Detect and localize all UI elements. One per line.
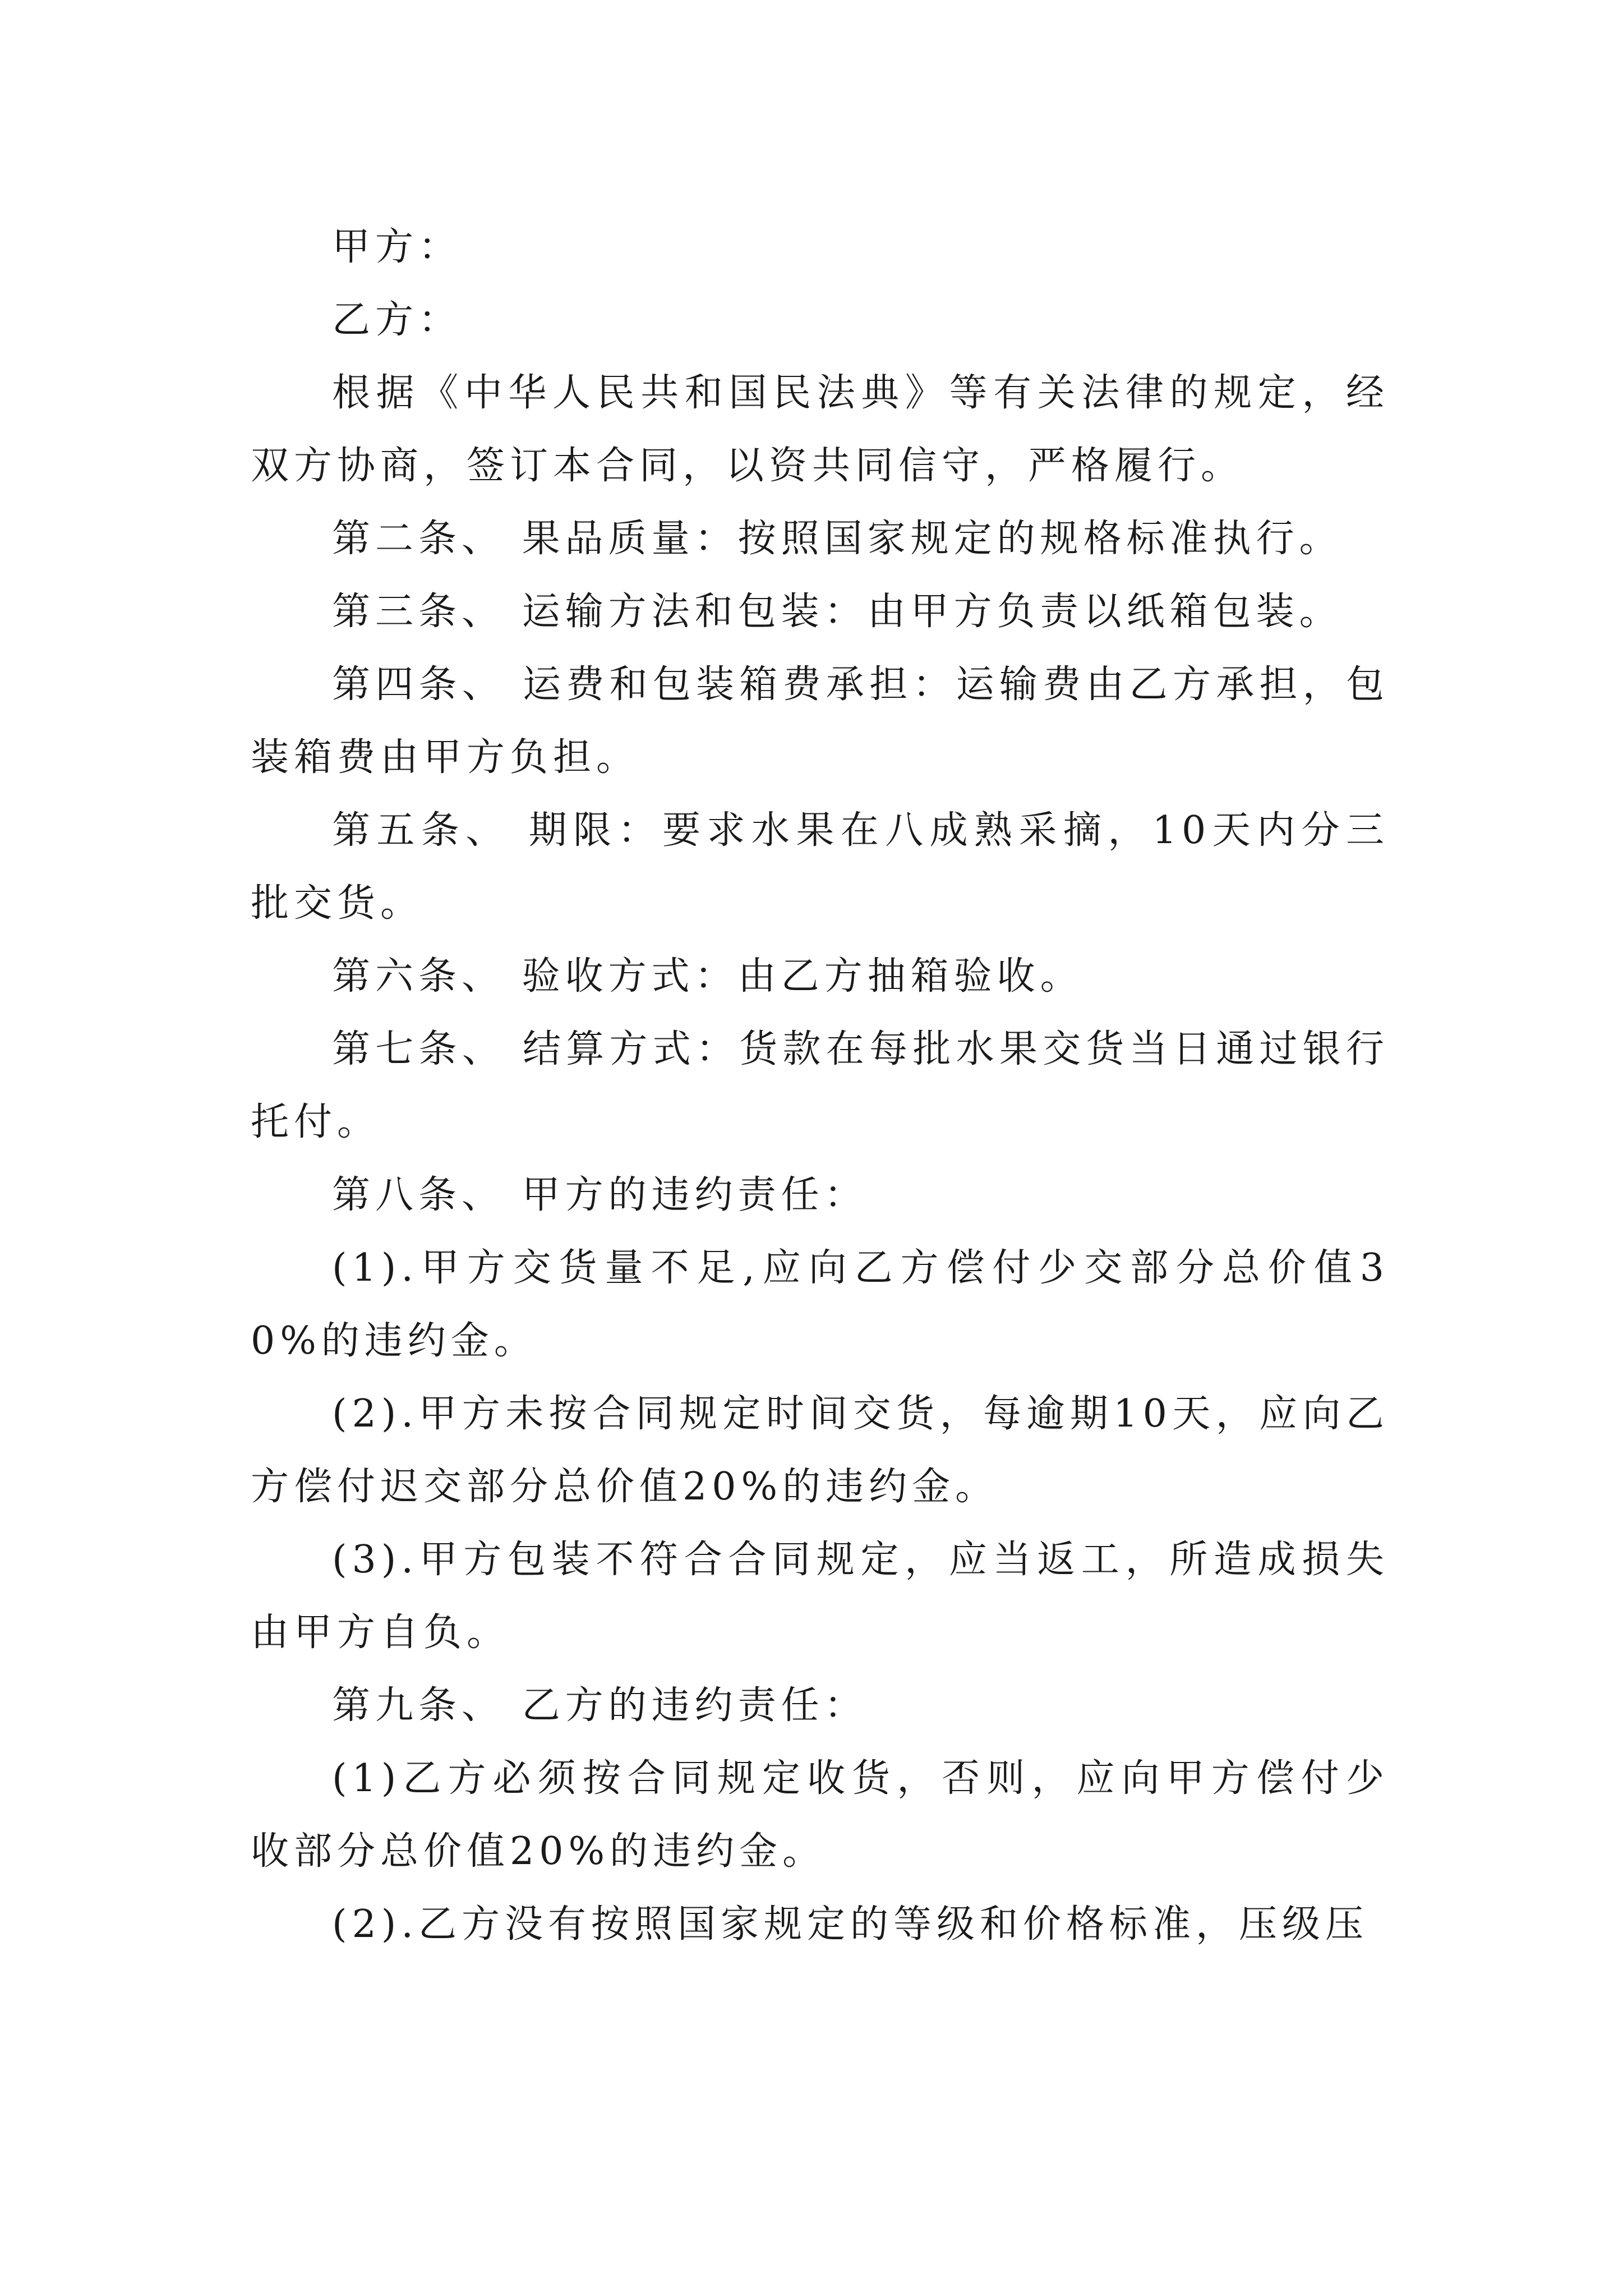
- article-7-settlement: 第七条、 结算方式：货款在每批水果交货当日通过银行托付。: [251, 1027, 1389, 1144]
- article-8-clause-3: (3).甲方包装不符合合同规定，应当返工，所造成损失由甲方自负。: [251, 1538, 1389, 1655]
- article-9-clause-1: (1)乙方必须按合同规定收货，否则，应向甲方偿付少收部分总价值20%的违约金。: [251, 1756, 1389, 1874]
- article-2-quality: 第二条、 果品质量：按照国家规定的规格标准执行。: [332, 517, 1343, 561]
- article-4-costs: 第四条、 运费和包装箱费承担：运输费由乙方承担，包装箱费由甲方负担。: [251, 662, 1389, 780]
- article-5-deadline: 第五条、 期限：要求水果在八成熟采摘，10天内分三批交货。: [251, 808, 1389, 926]
- document-body: [251, 211, 1389, 1961]
- article-8-clause-2: (2).甲方未按合同规定时间交货，每逾期10天，应向乙方偿付迟交部分总价值20%的违约金。: [251, 1392, 1389, 1509]
- article-6-inspection: 第六条、 验收方式：由乙方抽箱验收。: [332, 954, 1083, 999]
- article-8-clause-1: (1).甲方交货量不足,应向乙方偿付少交部分总价值30%的违约金。: [251, 1246, 1389, 1363]
- article-9-party-b-liability: 第九条、 乙方的违约责任：: [332, 1683, 868, 1728]
- article-3-packaging: 第三条、 运输方法和包装：由甲方负责以纸箱包装。: [332, 590, 1343, 634]
- party-a-line: 甲方：: [332, 225, 462, 269]
- article-8-party-a-liability: 第八条、 甲方的违约责任：: [332, 1173, 868, 1217]
- party-b-line: 乙方：: [332, 298, 462, 342]
- preamble-paragraph: 根据《中华人民共和国民法典》等有关法律的规定，经双方协商，签订本合同，以资共同信守，严格履行。: [251, 371, 1389, 488]
- article-9-clause-2: (2).乙方没有按照国家规定的等级和价格标准，压级压: [332, 1902, 1368, 1947]
